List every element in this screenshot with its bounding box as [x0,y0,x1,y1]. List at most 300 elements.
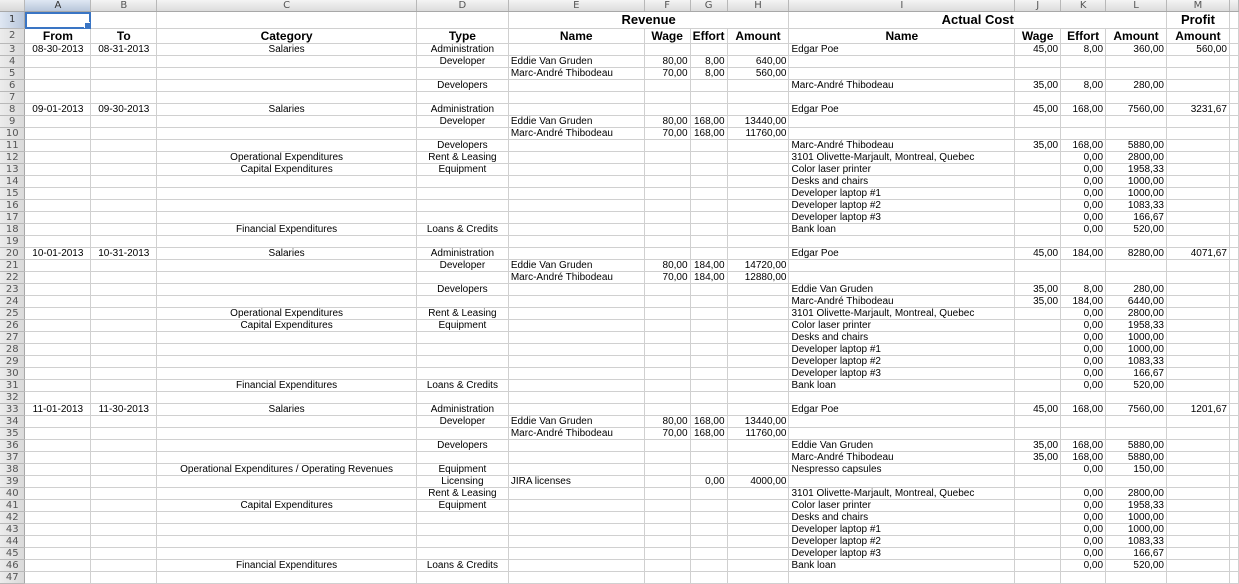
cell-cost-name[interactable] [789,392,1015,404]
cell-revenue-amount[interactable] [727,44,789,56]
cell-revenue-name[interactable] [508,188,644,200]
cell-from-date[interactable] [25,188,91,200]
cell-category[interactable] [157,68,417,80]
cell-to-date[interactable] [91,272,157,284]
cell-n[interactable] [1229,104,1238,116]
cell-revenue-effort[interactable] [690,200,727,212]
cell-type[interactable] [416,428,508,440]
cell-type[interactable]: Rent & Leasing [416,308,508,320]
cell-revenue-name[interactable]: Marc-André Thibodeau [508,272,644,284]
cell-revenue-effort[interactable]: 8,00 [690,56,727,68]
cell-to-date[interactable] [91,560,157,572]
cell-cost-name[interactable]: Desks and chairs [789,176,1015,188]
cell-revenue-name[interactable]: Marc-André Thibodeau [508,128,644,140]
profit-group-header[interactable]: Profit [1166,12,1229,29]
cell-b1[interactable] [91,12,157,29]
row-header[interactable]: 24 [0,296,25,308]
cell-cost-wage[interactable] [1015,308,1061,320]
cell-profit-amount[interactable] [1166,140,1229,152]
cell-revenue-effort[interactable] [690,284,727,296]
row-header[interactable]: 23 [0,284,25,296]
cell-cost-name[interactable]: Developer laptop #3 [789,368,1015,380]
cell-from-date[interactable] [25,176,91,188]
cell-cost-wage[interactable] [1015,560,1061,572]
cell-revenue-wage[interactable] [644,464,690,476]
cell-from-date[interactable] [25,392,91,404]
cell-cost-wage[interactable] [1015,188,1061,200]
cell-to-date[interactable] [91,164,157,176]
cell-revenue-name[interactable]: Eddie Van Gruden [508,116,644,128]
cell-revenue-name[interactable] [508,488,644,500]
cell-profit-amount[interactable]: 560,00 [1166,44,1229,56]
cell-n[interactable] [1229,188,1238,200]
cell-cost-effort[interactable] [1061,392,1106,404]
cell-cost-amount[interactable] [1106,56,1167,68]
cell-revenue-wage[interactable] [644,536,690,548]
cell-revenue-effort[interactable] [690,380,727,392]
cell-to-date[interactable]: 09-30-2013 [91,104,157,116]
cell-revenue-effort[interactable] [690,248,727,260]
cell-category[interactable] [157,392,417,404]
cell-revenue-effort[interactable]: 168,00 [690,428,727,440]
cell-from-date[interactable] [25,140,91,152]
cell-cost-effort[interactable] [1061,68,1106,80]
cell-type[interactable]: Administration [416,248,508,260]
cell-revenue-amount[interactable] [727,500,789,512]
cell-cost-amount[interactable] [1106,572,1167,584]
cell-cost-wage[interactable]: 35,00 [1015,80,1061,92]
column-header-c[interactable]: C [157,0,417,12]
cell-from-date[interactable] [25,128,91,140]
cell-to-date[interactable] [91,56,157,68]
row-header[interactable]: 4 [0,56,25,68]
cell-cost-effort[interactable]: 0,00 [1061,164,1106,176]
cell-revenue-effort[interactable] [690,104,727,116]
cell-profit-amount[interactable] [1166,56,1229,68]
column-header-g[interactable]: G [690,0,727,12]
cell-revenue-amount[interactable] [727,464,789,476]
cell-n[interactable] [1229,392,1238,404]
cell-cost-effort[interactable] [1061,260,1106,272]
cell-revenue-wage[interactable]: 70,00 [644,128,690,140]
cell-type[interactable] [416,536,508,548]
cell-revenue-wage[interactable]: 70,00 [644,272,690,284]
cell-revenue-effort[interactable]: 168,00 [690,116,727,128]
cell-type[interactable] [416,92,508,104]
cell-revenue-amount[interactable] [727,284,789,296]
cell-from-date[interactable] [25,476,91,488]
row-header[interactable]: 35 [0,428,25,440]
cell-cost-effort[interactable]: 0,00 [1061,224,1106,236]
row-header[interactable]: 47 [0,572,25,584]
cell-revenue-effort[interactable] [690,488,727,500]
cell-category[interactable]: Financial Expenditures [157,380,417,392]
cell-category[interactable]: Salaries [157,248,417,260]
cell-from-date[interactable] [25,500,91,512]
cell-revenue-wage[interactable] [644,236,690,248]
row-header[interactable]: 39 [0,476,25,488]
cell-cost-amount[interactable]: 166,67 [1106,212,1167,224]
cell-category[interactable]: Salaries [157,404,417,416]
cell-category[interactable] [157,92,417,104]
cell-cost-name[interactable]: Developer laptop #1 [789,344,1015,356]
cell-profit-amount[interactable] [1166,200,1229,212]
cell-cost-amount[interactable]: 5880,00 [1106,440,1167,452]
cell-to-date[interactable] [91,356,157,368]
cell-type[interactable]: Developer [416,260,508,272]
cell-cost-wage[interactable] [1015,116,1061,128]
row-header[interactable]: 30 [0,368,25,380]
cell-cost-amount[interactable] [1106,476,1167,488]
cell-n[interactable] [1229,452,1238,464]
cell-cost-wage[interactable] [1015,368,1061,380]
column-header-h[interactable]: H [727,0,789,12]
cell-revenue-effort[interactable] [690,512,727,524]
cell-cost-effort[interactable]: 0,00 [1061,212,1106,224]
cell-revenue-effort[interactable] [690,500,727,512]
cell-profit-amount[interactable] [1166,236,1229,248]
cell-cost-amount[interactable]: 1958,33 [1106,320,1167,332]
cell-cost-amount[interactable] [1106,272,1167,284]
cell-cost-effort[interactable]: 168,00 [1061,404,1106,416]
cell-revenue-wage[interactable]: 70,00 [644,68,690,80]
cell-cost-effort[interactable] [1061,416,1106,428]
cell-cost-effort[interactable]: 8,00 [1061,284,1106,296]
cell-cost-effort[interactable]: 0,00 [1061,152,1106,164]
cell-type[interactable]: Administration [416,404,508,416]
cell-cost-wage[interactable] [1015,224,1061,236]
cell-cost-name[interactable]: Marc-André Thibodeau [789,296,1015,308]
cell-cost-name[interactable]: Bank loan [789,380,1015,392]
cell-type[interactable] [416,356,508,368]
cell-n[interactable] [1229,368,1238,380]
cell-from-date[interactable] [25,464,91,476]
cell-from-date[interactable] [25,356,91,368]
cell-profit-amount[interactable] [1166,164,1229,176]
cell-revenue-wage[interactable] [644,392,690,404]
cell-cost-name[interactable]: Marc-André Thibodeau [789,80,1015,92]
cell-category[interactable]: Salaries [157,104,417,116]
cell-n[interactable] [1229,44,1238,56]
cell-to-date[interactable] [91,380,157,392]
row-header-2[interactable]: 2 [0,29,25,44]
header-type[interactable]: Type [416,29,508,44]
cell-cost-name[interactable]: Edgar Poe [789,248,1015,260]
cell-category[interactable] [157,440,417,452]
header-cost-amount[interactable]: Amount [1106,29,1167,44]
cell-revenue-amount[interactable] [727,560,789,572]
cell-cost-amount[interactable]: 1000,00 [1106,344,1167,356]
cell-cost-effort[interactable]: 0,00 [1061,188,1106,200]
cell-n[interactable] [1229,260,1238,272]
cell-from-date[interactable]: 10-01-2013 [25,248,91,260]
cell-n[interactable] [1229,248,1238,260]
cell-cost-effort[interactable]: 0,00 [1061,344,1106,356]
cell-to-date[interactable] [91,80,157,92]
row-header[interactable]: 25 [0,308,25,320]
cell-cost-effort[interactable]: 0,00 [1061,548,1106,560]
cell-revenue-amount[interactable] [727,296,789,308]
cell-n[interactable] [1229,572,1238,584]
cell-n[interactable] [1229,356,1238,368]
cell-revenue-wage[interactable] [644,296,690,308]
cell-revenue-amount[interactable] [727,140,789,152]
column-header-a[interactable]: A [25,0,91,12]
cell-profit-amount[interactable] [1166,560,1229,572]
cell-revenue-wage[interactable] [644,212,690,224]
cell-from-date[interactable]: 08-30-2013 [25,44,91,56]
cell-cost-effort[interactable] [1061,56,1106,68]
cell-category[interactable]: Operational Expenditures [157,152,417,164]
cell-type[interactable]: Licensing [416,476,508,488]
cell-cost-name[interactable]: Marc-André Thibodeau [789,452,1015,464]
cell-cost-amount[interactable]: 7560,00 [1106,104,1167,116]
cell-cost-effort[interactable]: 0,00 [1061,464,1106,476]
cell-profit-amount[interactable] [1166,380,1229,392]
cell-type[interactable]: Developers [416,140,508,152]
cell-cost-effort[interactable]: 168,00 [1061,452,1106,464]
cell-profit-amount[interactable] [1166,68,1229,80]
cell-revenue-effort[interactable] [690,356,727,368]
cell-from-date[interactable] [25,524,91,536]
cell-revenue-wage[interactable] [644,548,690,560]
cell-category[interactable] [157,524,417,536]
cell-category[interactable] [157,236,417,248]
cell-type[interactable]: Developer [416,416,508,428]
cell-n[interactable] [1229,284,1238,296]
cell-to-date[interactable] [91,200,157,212]
cell-n[interactable] [1229,116,1238,128]
column-header-d[interactable]: D [416,0,508,12]
cell-to-date[interactable] [91,548,157,560]
cell-revenue-wage[interactable] [644,44,690,56]
cell-revenue-amount[interactable] [727,356,789,368]
cell-category[interactable] [157,572,417,584]
cell-revenue-effort[interactable] [690,464,727,476]
header-from[interactable]: From [25,29,91,44]
cell-n[interactable] [1229,296,1238,308]
cell-cost-effort[interactable]: 0,00 [1061,488,1106,500]
cell-revenue-name[interactable] [508,284,644,296]
cell-category[interactable] [157,548,417,560]
cell-type[interactable] [416,392,508,404]
cell-revenue-name[interactable] [508,404,644,416]
cell-category[interactable] [157,332,417,344]
cell-cost-name[interactable] [789,92,1015,104]
cell-profit-amount[interactable] [1166,128,1229,140]
cell-to-date[interactable] [91,128,157,140]
cell-from-date[interactable] [25,164,91,176]
cell-revenue-name[interactable] [508,500,644,512]
cell-cost-name[interactable]: Desks and chairs [789,512,1015,524]
cell-cost-wage[interactable] [1015,464,1061,476]
cell-category[interactable] [157,140,417,152]
row-header[interactable]: 11 [0,140,25,152]
cell-profit-amount[interactable] [1166,152,1229,164]
cell-cost-wage[interactable] [1015,356,1061,368]
cell-revenue-effort[interactable]: 0,00 [690,476,727,488]
cell-revenue-name[interactable] [508,464,644,476]
cell-cost-amount[interactable]: 2800,00 [1106,152,1167,164]
header-profit-amount[interactable]: Amount [1166,29,1229,44]
cell-revenue-amount[interactable] [727,308,789,320]
cell-revenue-name[interactable] [508,164,644,176]
cell-cost-name[interactable]: Edgar Poe [789,404,1015,416]
cell-type[interactable]: Loans & Credits [416,380,508,392]
cell-cost-wage[interactable] [1015,380,1061,392]
cell-type[interactable]: Developers [416,284,508,296]
cell-revenue-amount[interactable] [727,236,789,248]
cell-to-date[interactable] [91,464,157,476]
cell-to-date[interactable] [91,320,157,332]
cell-type[interactable] [416,452,508,464]
cell-category[interactable] [157,476,417,488]
cell-from-date[interactable] [25,560,91,572]
cell-cost-effort[interactable]: 0,00 [1061,332,1106,344]
cell-cost-amount[interactable] [1106,428,1167,440]
cell-revenue-name[interactable] [508,152,644,164]
cell-category[interactable] [157,116,417,128]
cell-revenue-name[interactable] [508,320,644,332]
cell-to-date[interactable] [91,500,157,512]
cell-profit-amount[interactable] [1166,572,1229,584]
row-header[interactable]: 5 [0,68,25,80]
cell-category[interactable] [157,188,417,200]
cell-type[interactable] [416,176,508,188]
cell-revenue-wage[interactable] [644,224,690,236]
cell-profit-amount[interactable] [1166,512,1229,524]
cell-cost-name[interactable]: 3101 Olivette-Marjault, Montreal, Quebec [789,308,1015,320]
cell-category[interactable]: Operational Expenditures [157,308,417,320]
cell-cost-name[interactable]: Edgar Poe [789,104,1015,116]
cell-revenue-amount[interactable] [727,392,789,404]
cell-revenue-name[interactable] [508,248,644,260]
cell-cost-amount[interactable]: 1000,00 [1106,176,1167,188]
cell-to-date[interactable] [91,368,157,380]
cell-n[interactable] [1229,380,1238,392]
cell-revenue-amount[interactable] [727,176,789,188]
cell-n[interactable] [1229,80,1238,92]
cell-revenue-amount[interactable]: 11760,00 [727,428,789,440]
cell-revenue-amount[interactable] [727,332,789,344]
cell-profit-amount[interactable] [1166,536,1229,548]
cell-cost-effort[interactable]: 184,00 [1061,296,1106,308]
cell-cost-effort[interactable]: 0,00 [1061,308,1106,320]
cell-revenue-amount[interactable] [727,344,789,356]
cell-cost-wage[interactable] [1015,176,1061,188]
cell-revenue-effort[interactable] [690,452,727,464]
cell-revenue-name[interactable] [508,344,644,356]
cell-revenue-wage[interactable] [644,188,690,200]
row-header[interactable]: 44 [0,536,25,548]
row-header[interactable]: 42 [0,512,25,524]
row-header[interactable]: 18 [0,224,25,236]
cell-type[interactable]: Equipment [416,500,508,512]
cell-category[interactable] [157,536,417,548]
header-cost-wage[interactable]: Wage [1015,29,1061,44]
cell-from-date[interactable] [25,80,91,92]
cell-revenue-wage[interactable] [644,380,690,392]
cell-cost-wage[interactable] [1015,272,1061,284]
row-header[interactable]: 37 [0,452,25,464]
cell-cost-effort[interactable]: 0,00 [1061,176,1106,188]
cell-revenue-effort[interactable] [690,344,727,356]
cell-type[interactable]: Developer [416,116,508,128]
cell-cost-effort[interactable] [1061,572,1106,584]
cell-to-date[interactable] [91,152,157,164]
cell-type[interactable]: Developer [416,56,508,68]
cell-category[interactable]: Capital Expenditures [157,164,417,176]
cell-type[interactable] [416,128,508,140]
cell-revenue-name[interactable]: Marc-André Thibodeau [508,68,644,80]
cell-type[interactable]: Developers [416,440,508,452]
cell-cost-name[interactable]: Edgar Poe [789,44,1015,56]
cell-cost-wage[interactable]: 45,00 [1015,248,1061,260]
cell-revenue-effort[interactable]: 184,00 [690,260,727,272]
cell-profit-amount[interactable] [1166,428,1229,440]
cell-cost-amount[interactable]: 1083,33 [1106,200,1167,212]
cell-cost-amount[interactable]: 5880,00 [1106,452,1167,464]
cell-cost-wage[interactable] [1015,500,1061,512]
cell-profit-amount[interactable] [1166,500,1229,512]
cell-cost-wage[interactable] [1015,536,1061,548]
cell-to-date[interactable] [91,440,157,452]
cell-revenue-effort[interactable] [690,308,727,320]
cell-revenue-amount[interactable] [727,512,789,524]
cell-revenue-name[interactable] [508,392,644,404]
cell-type[interactable]: Administration [416,44,508,56]
cell-cost-amount[interactable]: 520,00 [1106,224,1167,236]
cell-from-date[interactable] [25,224,91,236]
cell-revenue-wage[interactable] [644,560,690,572]
cell-from-date[interactable] [25,512,91,524]
cell-cost-amount[interactable]: 520,00 [1106,380,1167,392]
cell-revenue-wage[interactable] [644,152,690,164]
cell-n[interactable] [1229,344,1238,356]
cell-cost-effort[interactable] [1061,272,1106,284]
cell-to-date[interactable] [91,572,157,584]
cell-cost-wage[interactable] [1015,416,1061,428]
cell-category[interactable] [157,128,417,140]
cell-revenue-wage[interactable] [644,524,690,536]
cell-d1[interactable] [416,12,508,29]
cell-cost-effort[interactable]: 0,00 [1061,380,1106,392]
cell-revenue-wage[interactable] [644,500,690,512]
cell-revenue-wage[interactable] [644,164,690,176]
cell-cost-wage[interactable] [1015,92,1061,104]
cell-cost-wage[interactable] [1015,260,1061,272]
cell-cost-name[interactable]: Color laser printer [789,500,1015,512]
cell-revenue-wage[interactable]: 80,00 [644,416,690,428]
cell-category[interactable] [157,296,417,308]
cell-n[interactable] [1229,500,1238,512]
cell-n[interactable] [1229,428,1238,440]
cell-revenue-wage[interactable] [644,308,690,320]
select-all-corner[interactable] [0,0,25,12]
row-header[interactable]: 27 [0,332,25,344]
cell-n[interactable] [1229,536,1238,548]
cell-from-date[interactable] [25,284,91,296]
cell-from-date[interactable] [25,308,91,320]
cell-cost-wage[interactable] [1015,548,1061,560]
cell-category[interactable] [157,284,417,296]
cell-profit-amount[interactable] [1166,308,1229,320]
cell-cost-amount[interactable]: 360,00 [1106,44,1167,56]
cell-n[interactable] [1229,212,1238,224]
cell-cost-amount[interactable]: 150,00 [1106,464,1167,476]
cell-cost-wage[interactable]: 35,00 [1015,284,1061,296]
column-header-i[interactable]: I [789,0,1015,12]
